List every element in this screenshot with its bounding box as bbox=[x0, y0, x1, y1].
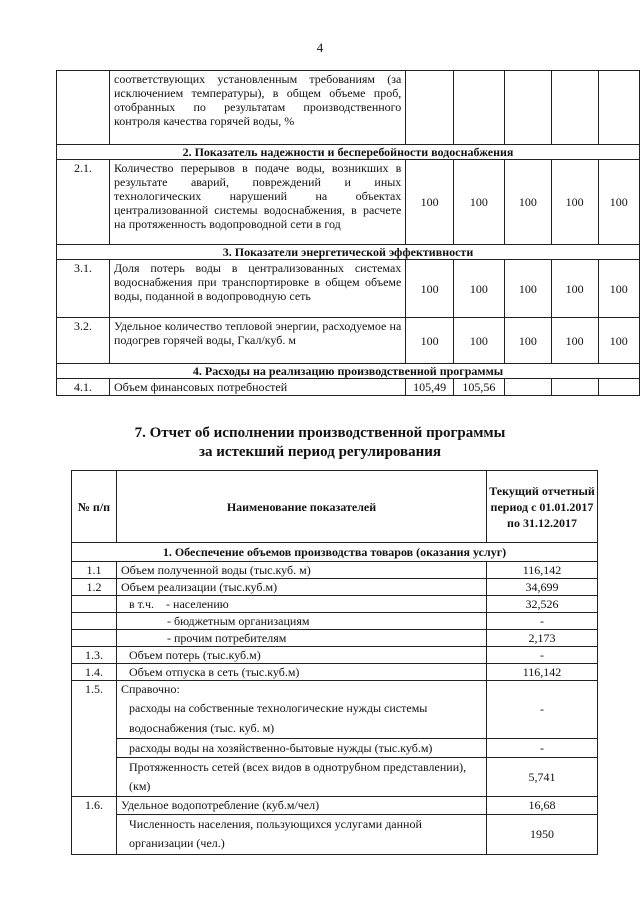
row-value: - bbox=[487, 681, 598, 739]
row-value bbox=[551, 379, 598, 396]
row-value: 100 bbox=[406, 260, 454, 318]
section-title-line: за истекший период регулирования bbox=[198, 444, 442, 460]
row-name: Численность населения, пользующихся услугами данной организации (чел.) bbox=[117, 814, 487, 854]
row-value: 100 bbox=[598, 260, 640, 318]
table-row bbox=[72, 647, 598, 664]
row-description: Доля потерь воды в централизованных системах водоснабжения при транспортировке в общем объеме воды, поданной в водопроводную сеть bbox=[110, 260, 406, 318]
row-value: 100 bbox=[453, 318, 504, 364]
row-value bbox=[504, 379, 551, 396]
row-number: 1.4. bbox=[72, 664, 117, 681]
row-number bbox=[72, 613, 117, 630]
table-row bbox=[72, 596, 598, 613]
row-value: 100 bbox=[598, 160, 640, 245]
row-name: Объем отпуска в сеть (тыс.куб.м) bbox=[117, 664, 487, 681]
row-number: 1.2 bbox=[72, 579, 117, 596]
table-row bbox=[72, 579, 598, 596]
row-value: 2,173 bbox=[487, 630, 598, 647]
row-value bbox=[453, 71, 504, 145]
table-row bbox=[72, 562, 598, 579]
row-value: 105,56 bbox=[453, 379, 504, 396]
header-period: Текущий отчетный период с 01.01.2017 по 31.12.2017 bbox=[487, 471, 598, 543]
table-row bbox=[72, 613, 598, 630]
row-value: 32,526 bbox=[487, 596, 598, 613]
row-number: 1.6. bbox=[72, 796, 117, 854]
row-number: 1.5. bbox=[72, 681, 117, 797]
row-value: - bbox=[487, 738, 598, 757]
row-value: - bbox=[487, 647, 598, 664]
table-row bbox=[72, 630, 598, 647]
row-value: 116,142 bbox=[487, 664, 598, 681]
row-number bbox=[72, 596, 117, 613]
row-value bbox=[504, 71, 551, 145]
row-value bbox=[551, 71, 598, 145]
section-heading: 1. Обеспечение объемов производства товаров (оказания услуг) bbox=[72, 543, 598, 562]
section-heading: 2. Показатель надежности и бесперебойности водоснабжения bbox=[57, 145, 640, 160]
row-value: 100 bbox=[598, 318, 640, 364]
row-value: 100 bbox=[504, 160, 551, 245]
row-value: 5,741 bbox=[487, 757, 598, 796]
row-name: Удельное водопотребление (куб.м/чел) bbox=[117, 796, 487, 814]
indicators-table-continued bbox=[56, 70, 640, 396]
table-row bbox=[57, 379, 640, 396]
row-number bbox=[57, 71, 110, 145]
table-row bbox=[72, 814, 598, 854]
row-value: 100 bbox=[504, 318, 551, 364]
row-value: 100 bbox=[453, 260, 504, 318]
report-table bbox=[71, 470, 598, 855]
row-description: Объем финансовых потребностей bbox=[110, 379, 406, 396]
page-number: 4 bbox=[316, 40, 324, 55]
row-description: Удельное количество тепловой энергии, расходуемое на подогрев горячей воды, Гкал/куб. м bbox=[110, 318, 406, 364]
row-value bbox=[598, 379, 640, 396]
section-heading: 4. Расходы на реализацию производственной программы bbox=[57, 364, 640, 379]
section-row bbox=[57, 364, 640, 379]
row-number: 3.2. bbox=[57, 318, 110, 364]
row-name: расходы на собственные технологические нужды системы водоснабжения (тыс. куб. м) bbox=[117, 698, 487, 739]
header-row bbox=[72, 471, 598, 543]
section-heading: 3. Показатели энергетической эффективности bbox=[57, 245, 640, 260]
row-value: 100 bbox=[453, 160, 504, 245]
row-number: 1.3. bbox=[72, 647, 117, 664]
table-row bbox=[72, 738, 598, 757]
row-value: 100 bbox=[551, 260, 598, 318]
table-row bbox=[72, 796, 598, 814]
row-value: 1950 bbox=[487, 814, 598, 854]
row-name: Объем потерь (тыс.куб.м) bbox=[117, 647, 487, 664]
row-name: Объем полученной воды (тыс.куб. м) bbox=[117, 562, 487, 579]
row-number: 3.1. bbox=[57, 260, 110, 318]
section-title bbox=[0, 424, 640, 462]
row-number: 4.1. bbox=[57, 379, 110, 396]
row-value: 100 bbox=[406, 318, 454, 364]
row-value bbox=[406, 71, 454, 145]
row-value: 116,142 bbox=[487, 562, 598, 579]
row-number: 1.1 bbox=[72, 562, 117, 579]
row-number bbox=[72, 630, 117, 647]
row-name: расходы воды на хозяйственно-бытовые нужды (тыс.куб.м) bbox=[117, 738, 487, 757]
row-value bbox=[598, 71, 640, 145]
section-row bbox=[57, 145, 640, 160]
section-title-line: 7. Отчет об исполнении производственной программы bbox=[134, 425, 506, 441]
row-name: Протяженность сетей (всех видов в однотрубном представлении), (км) bbox=[117, 757, 487, 796]
header-number: № п/п bbox=[72, 471, 117, 543]
row-value: 34,699 bbox=[487, 579, 598, 596]
row-name: в т.ч. - населению bbox=[117, 596, 487, 613]
header-name: Наименование показателей bbox=[117, 471, 487, 543]
row-value: 100 bbox=[406, 160, 454, 245]
row-name: - прочим потребителям bbox=[117, 630, 487, 647]
row-value: 100 bbox=[504, 260, 551, 318]
row-name: Объем реализации (тыс.куб.м) bbox=[117, 579, 487, 596]
table-row bbox=[72, 664, 598, 681]
table-row bbox=[57, 260, 640, 318]
row-value: 100 bbox=[551, 318, 598, 364]
row-value: 16,68 bbox=[487, 796, 598, 814]
table-row bbox=[72, 757, 598, 796]
table-row bbox=[72, 681, 598, 698]
row-value: 100 bbox=[551, 160, 598, 245]
row-value: - bbox=[487, 613, 598, 630]
section-row bbox=[72, 543, 598, 562]
table-row bbox=[57, 318, 640, 364]
table-row bbox=[57, 160, 640, 245]
row-number: 2.1. bbox=[57, 160, 110, 245]
section-row bbox=[57, 245, 640, 260]
table-row bbox=[57, 71, 640, 145]
row-description: соответствующих установленным требованиям (за исключением температуры), в общем объеме проб, отобранных по результатам производственного контроля качества горячей воды, % bbox=[110, 71, 406, 145]
row-name: - бюджетным организациям bbox=[117, 613, 487, 630]
row-name: Справочно: bbox=[117, 681, 487, 698]
row-value: 105,49 bbox=[406, 379, 454, 396]
row-description: Количество перерывов в подаче воды, возникших в результате аварий, повреждений и иных технологических нарушений на объектах централизованной системы водоснабжения, в расчете на протяженность водопроводной сети в год bbox=[110, 160, 406, 245]
